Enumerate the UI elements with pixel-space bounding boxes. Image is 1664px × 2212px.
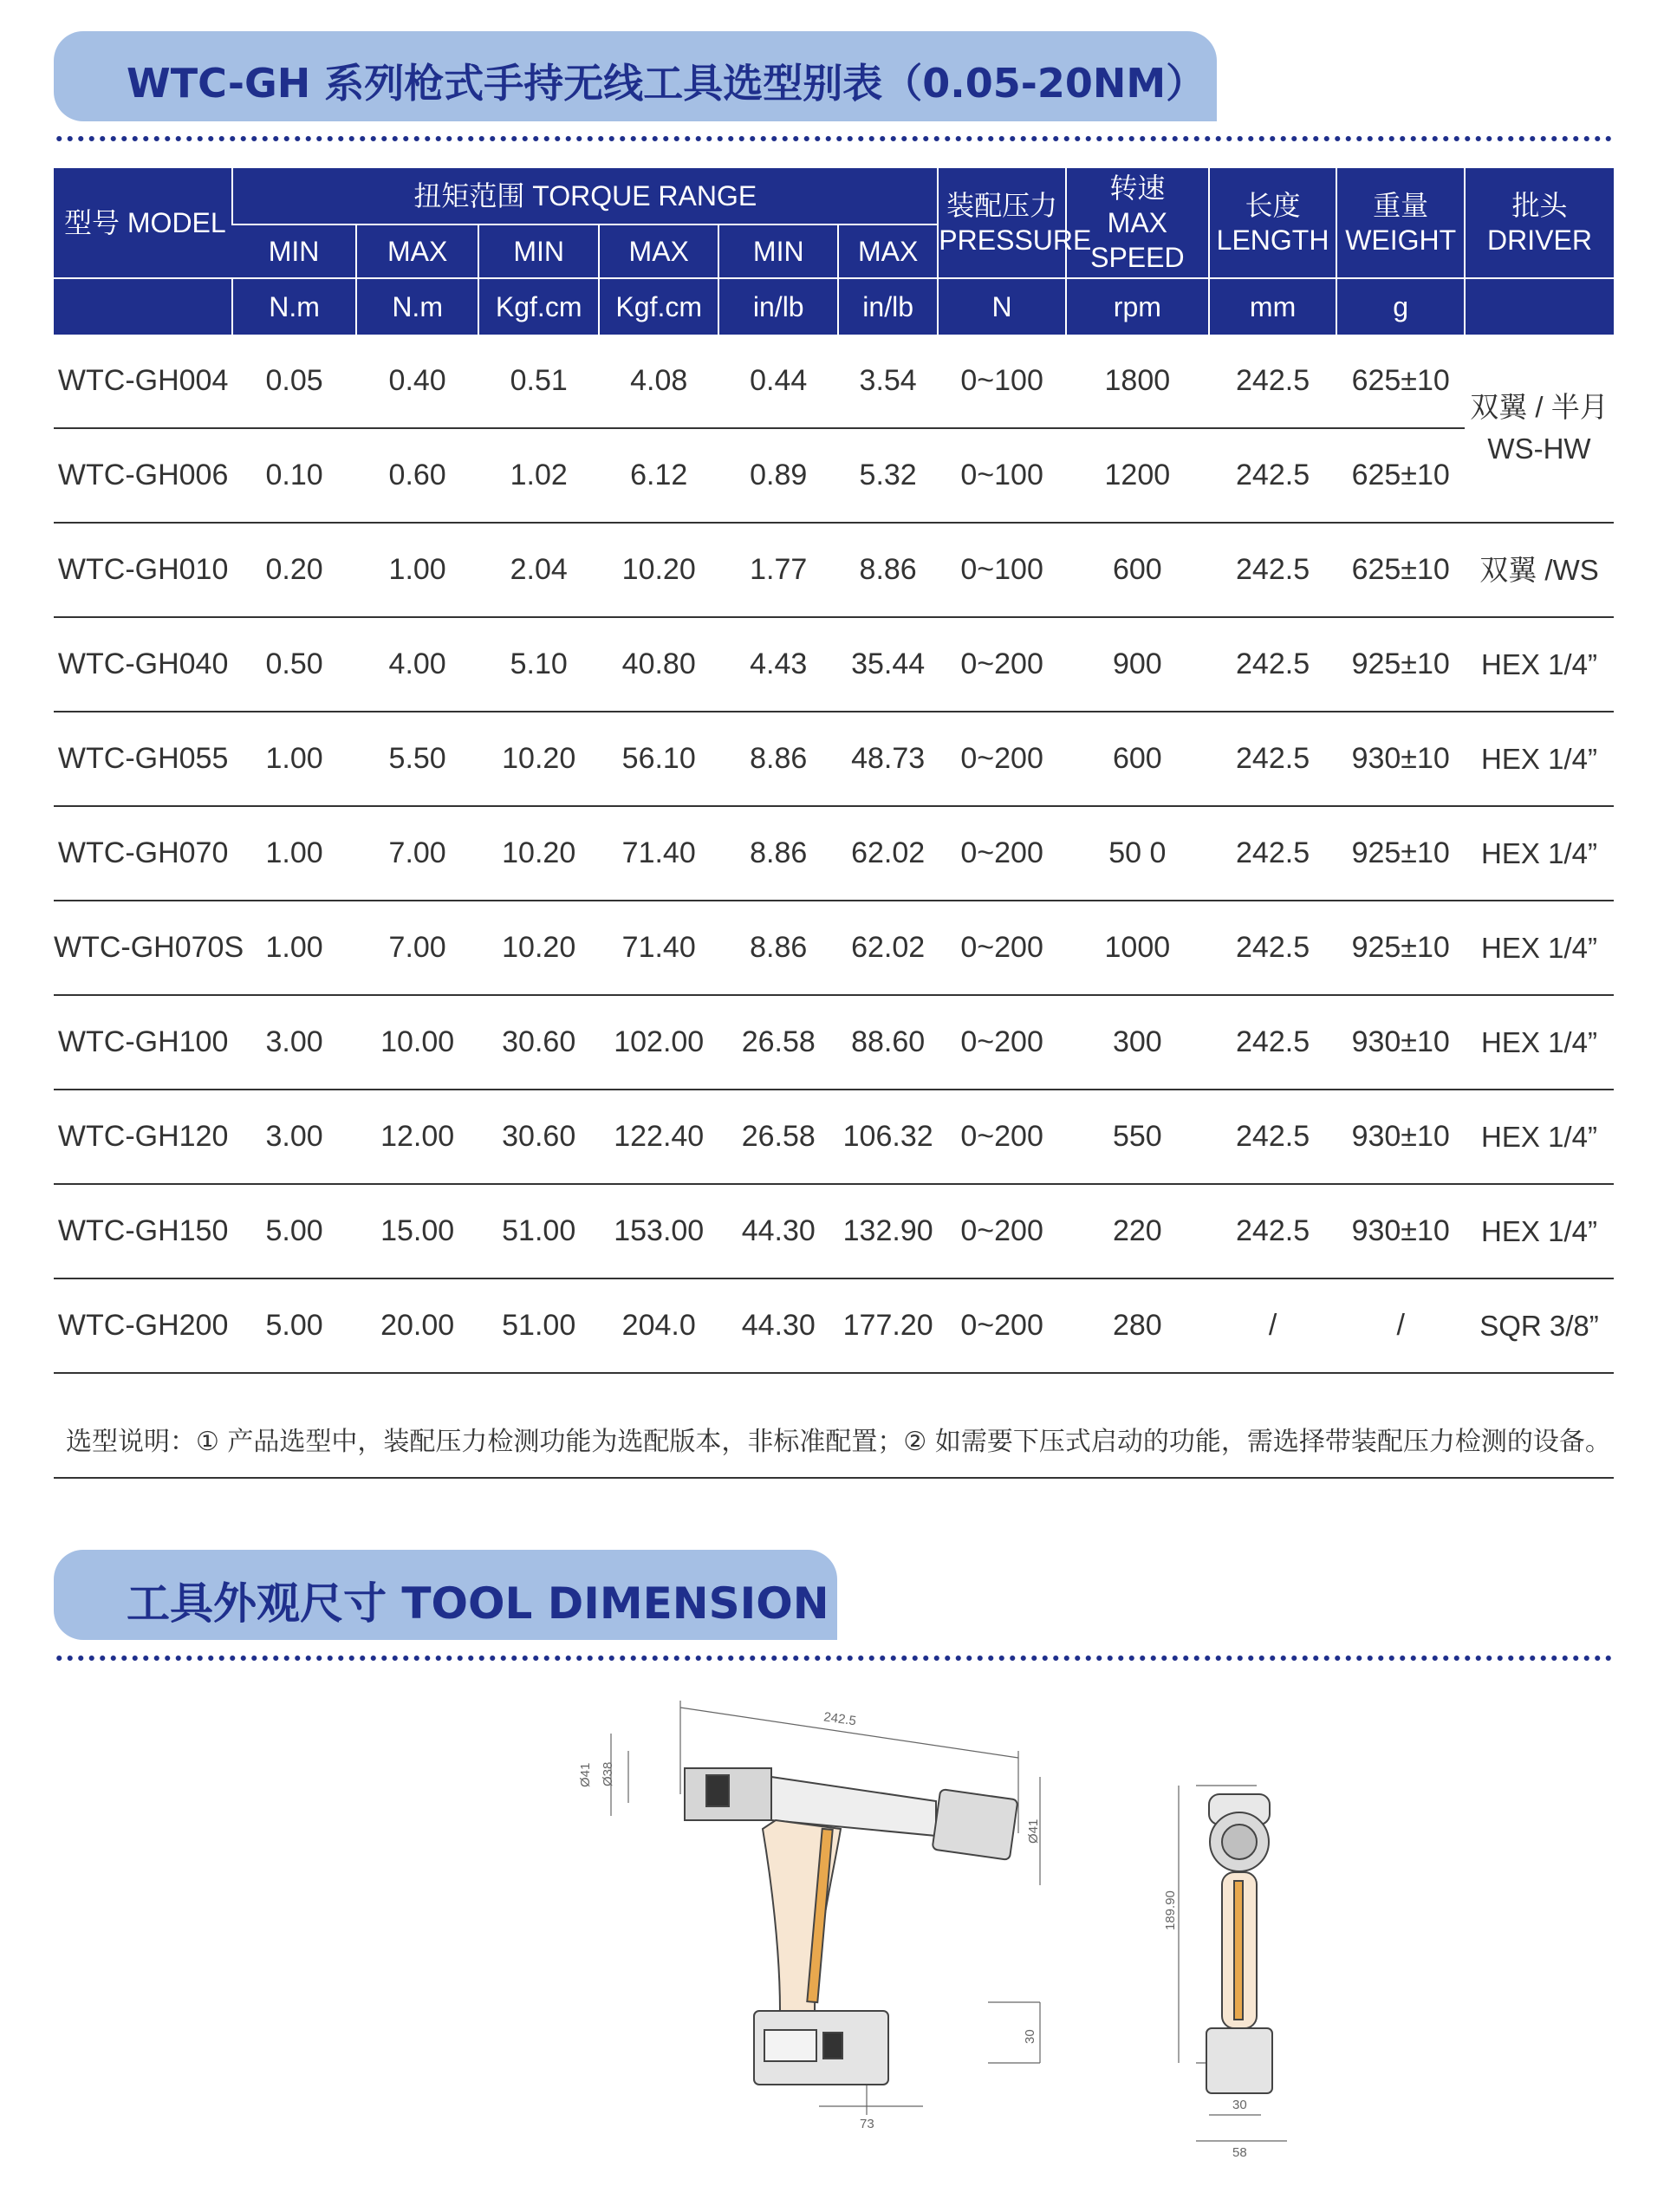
cell-kgf-max: 71.40 [599,901,719,995]
cell-nm-max: 12.00 [356,1090,479,1184]
cell-driver: HEX 1/4” [1465,617,1614,712]
cell-inlb-min: 0.89 [718,428,838,523]
cell-kgf-max: 71.40 [599,806,719,901]
cell-inlb-max: 62.02 [838,901,938,995]
cell-inlb-max: 106.32 [838,1090,938,1184]
cell-weight: 930±10 [1336,712,1465,806]
col-header-max: MAX [838,224,938,278]
cell-length: 242.5 [1209,428,1337,523]
cell-nm-max: 20.00 [356,1278,479,1373]
table-row [54,1184,1614,1278]
cell-weight: 625±10 [1336,523,1465,617]
table-row [54,617,1614,712]
cell-inlb-min: 44.30 [718,1278,838,1373]
cell-nm-max: 0.60 [356,428,479,523]
cell-driver: HEX 1/4” [1465,1184,1614,1278]
cell-driver: HEX 1/4” [1465,1090,1614,1184]
cell-speed: 300 [1066,995,1209,1090]
dim-dia-outer: Ø41 [578,1762,593,1787]
cell-model: WTC-GH010 [54,523,232,617]
cell-weight: 625±10 [1351,364,1450,397]
cell-model: WTC-GH150 [54,1184,232,1278]
cell-kgf-min: 51.00 [478,1184,599,1278]
cell-weight: 625±10 [1336,428,1465,523]
cell-model: WTC-GH004 [57,364,229,397]
cell-driver: 双翼 / 半月 WS-HW [1465,335,1614,523]
cell-kgf-min: 51.00 [478,1278,599,1373]
unit-pressure: N [938,278,1066,335]
cell-kgf-max: 153.00 [599,1184,719,1278]
col-header-torque-range: 扭矩范围 TORQUE RANGE [232,168,938,224]
cell-kgf-min: 10.20 [478,901,599,995]
cell-pressure: 0~200 [938,1090,1066,1184]
col-header-length: 长度 LENGTH [1209,168,1337,278]
table-row [54,806,1614,901]
cell-inlb-min: 1.77 [718,523,838,617]
cell-weight: 930±10 [1336,1090,1465,1184]
table-row [54,428,1614,523]
cell-kgf-max: 6.12 [599,428,719,523]
cell-length: 242.5 [1209,901,1337,995]
cell-model: WTC-GH006 [54,428,232,523]
dim-side-width-1: 30 [1232,2098,1247,2112]
cell-inlb-min: 8.86 [718,901,838,995]
unit-nm-min: N.m [232,278,356,335]
cell-inlb-max: 35.44 [838,617,938,712]
dim-side-height: 189.90 [1163,1890,1178,1930]
unit-inlb-max: in/lb [838,278,938,335]
cell-inlb-min: 8.86 [718,712,838,806]
cell-nm-min: 5.00 [232,1278,356,1373]
cell-nm-min: 1.00 [232,901,356,995]
cell-pressure: 0~200 [938,806,1066,901]
cell-nm-min: 0.50 [232,617,356,712]
cell-nm-min: 0.10 [232,428,356,523]
col-header-weight: 重量 WEIGHT [1336,168,1465,278]
cell-driver: HEX 1/4” [1465,995,1614,1090]
cell-pressure: 0~200 [938,995,1066,1090]
cell-inlb-min: 0.44 [750,364,808,397]
cell-nm-min: 5.00 [232,1184,356,1278]
cell-driver: HEX 1/4” [1465,806,1614,901]
cell-inlb-max: 62.02 [838,806,938,901]
cell-nm-min: 0.20 [232,523,356,617]
section-title-text: 工具外观尺寸 TOOL DIMENSION [127,1578,829,1629]
cell-driver: 双翼 /WS [1465,523,1614,617]
cell-kgf-max: 40.80 [599,617,719,712]
cell-kgf-min: 2.04 [478,523,599,617]
cell-model: WTC-GH070S [54,901,232,995]
cell-inlb-max: 48.73 [838,712,938,806]
selection-note: 选型说明：① 产品选型中，装配压力检测功能为选配版本，非标准配置；② 如需要下压式启动的功能，需选择带装配压力检测的设备。 [54,1409,1614,1479]
cell-kgf-min: 0.51 [510,364,568,397]
cell-length: 242.5 [1209,617,1337,712]
col-header-max: MAX [599,224,719,278]
cell-kgf-min: 30.60 [478,995,599,1090]
unit-weight: g [1336,278,1465,335]
unit-kgf-min: Kgf.cm [478,278,599,335]
table-row [54,712,1614,806]
cell-inlb-max: 177.20 [838,1278,938,1373]
cell-weight: 930±10 [1336,1184,1465,1278]
section-title-tool-dimension [54,1550,837,1640]
unit-inlb-min: in/lb [718,278,838,335]
col-header-min: MIN [232,224,356,278]
cell-model: WTC-GH070 [54,806,232,901]
col-header-min: MIN [718,224,838,278]
unit-blank [54,278,232,335]
cell-speed: 600 [1066,523,1209,617]
cell-model: WTC-GH055 [54,712,232,806]
cell-pressure: 0~100 [938,428,1066,523]
dim-dia-front: Ø41 [1026,1818,1041,1844]
unit-blank [1465,278,1614,335]
dim-base-height: 30 [1023,2029,1037,2044]
cell-inlb-min: 4.43 [718,617,838,712]
table-row [54,901,1614,995]
table-row [54,1278,1614,1373]
table-row [54,1090,1614,1184]
selection-table [54,168,1614,1374]
cell-inlb-min: 26.58 [718,1090,838,1184]
tool-front-view [1206,1794,1272,2093]
cell-kgf-min: 5.10 [478,617,599,712]
cell-nm-min: 3.00 [232,1090,356,1184]
cell-pressure: 0~200 [938,1278,1066,1373]
cell-kgf-max: 56.10 [599,712,719,806]
cell-length: 242.5 [1209,995,1337,1090]
col-header-pressure: 装配压力 PRESSURE [938,168,1066,278]
unit-speed: rpm [1066,278,1209,335]
dimension-labels [578,1709,1247,2160]
cell-speed: 1000 [1066,901,1209,995]
dotted-divider [54,135,1614,142]
cell-kgf-max: 204.0 [599,1278,719,1373]
cell-pressure: 0~200 [938,617,1066,712]
cell-inlb-min: 8.86 [718,806,838,901]
cell-kgf-min: 30.60 [478,1090,599,1184]
cell-nm-max: 7.00 [356,806,479,901]
cell-speed: 550 [1066,1090,1209,1184]
dotted-divider [54,1655,1614,1662]
col-header-min: MIN [478,224,599,278]
unit-kgf-max: Kgf.cm [599,278,719,335]
cell-nm-max: 10.00 [356,995,479,1090]
cell-inlb-max: 5.32 [838,428,938,523]
cell-weight: 925±10 [1336,901,1465,995]
cell-nm-max: 4.00 [356,617,479,712]
cell-speed: 220 [1066,1184,1209,1278]
cell-inlb-min: 26.58 [718,995,838,1090]
cell-driver: HEX 1/4” [1465,712,1614,806]
dimension-lines [611,1701,1287,2141]
cell-kgf-max: 10.20 [599,523,719,617]
cell-speed: 1200 [1066,428,1209,523]
unit-length: mm [1209,278,1337,335]
table-row [54,995,1614,1090]
cell-inlb-max: 3.54 [859,364,917,397]
table-row [54,523,1614,617]
cell-length: / [1209,1278,1337,1373]
dim-dia-inner: Ø38 [601,1761,615,1786]
cell-weight: 930±10 [1336,995,1465,1090]
tool-side-view [685,1768,1017,2085]
cell-speed: 1800 [1104,364,1171,397]
cell-weight: 925±10 [1336,617,1465,712]
col-header-driver: 批头 DRIVER [1465,168,1614,278]
cell-length: 242.5 [1209,712,1337,806]
cell-nm-min: 3.00 [232,995,356,1090]
cell-length: 242.5 [1209,806,1337,901]
cell-nm-min: 1.00 [232,806,356,901]
cell-length: 242.5 [1209,1090,1337,1184]
cell-inlb-max: 8.86 [838,523,938,617]
dim-base-width: 73 [860,2117,874,2131]
cell-nm-max: 5.50 [356,712,479,806]
cell-nm-min: 1.00 [232,712,356,806]
cell-length: 242.5 [1236,364,1310,397]
cell-pressure: 0~200 [938,1184,1066,1278]
cell-speed: 50 0 [1066,806,1209,901]
col-header-speed: 转速 MAX SPEED [1066,168,1209,278]
cell-nm-max: 15.00 [356,1184,479,1278]
dim-side-width-2: 58 [1232,2145,1247,2160]
cell-inlb-max: 88.60 [838,995,938,1090]
cell-nm-min: 0.05 [265,364,323,397]
cell-model: WTC-GH200 [54,1278,232,1373]
cell-length: 242.5 [1209,523,1337,617]
col-header-model: 型号 MODEL [54,168,232,278]
cell-kgf-min: 10.20 [478,712,599,806]
cell-model: WTC-GH100 [54,995,232,1090]
cell-speed: 280 [1066,1278,1209,1373]
cell-driver: HEX 1/4” [1465,901,1614,995]
cell-kgf-max: 4.08 [630,364,688,397]
cell-kgf-max: 102.00 [599,995,719,1090]
cell-kgf-max: 122.40 [599,1090,719,1184]
cell-speed: 600 [1066,712,1209,806]
cell-inlb-min: 44.30 [718,1184,838,1278]
cell-pressure: 0~100 [938,523,1066,617]
dim-length: 242.5 [822,1709,857,1729]
table-row [54,335,1614,428]
cell-pressure: 0~200 [938,712,1066,806]
unit-nm-max: N.m [356,278,479,335]
cell-model: WTC-GH040 [54,617,232,712]
cell-kgf-min: 1.02 [478,428,599,523]
cell-inlb-max: 132.90 [838,1184,938,1278]
cell-speed: 900 [1066,617,1209,712]
cell-nm-max: 7.00 [356,901,479,995]
cell-nm-max: 1.00 [356,523,479,617]
cell-pressure: 0~100 [960,364,1043,397]
cell-pressure: 0~200 [938,901,1066,995]
cell-driver: SQR 3/8” [1465,1278,1614,1373]
cell-weight: 925±10 [1336,806,1465,901]
cell-weight: / [1336,1278,1465,1373]
col-header-max: MAX [356,224,479,278]
cell-nm-max: 0.40 [388,364,446,397]
cell-kgf-min: 10.20 [478,806,599,901]
cell-model: WTC-GH120 [54,1090,232,1184]
section-title-text: WTC-GH 系列枪式手持无线工具选型别表（0.05-20NM） [127,60,1206,107]
tool-dimension-drawing [555,1690,1335,2176]
cell-length: 242.5 [1209,1184,1337,1278]
section-title-selection-table [54,31,1217,121]
